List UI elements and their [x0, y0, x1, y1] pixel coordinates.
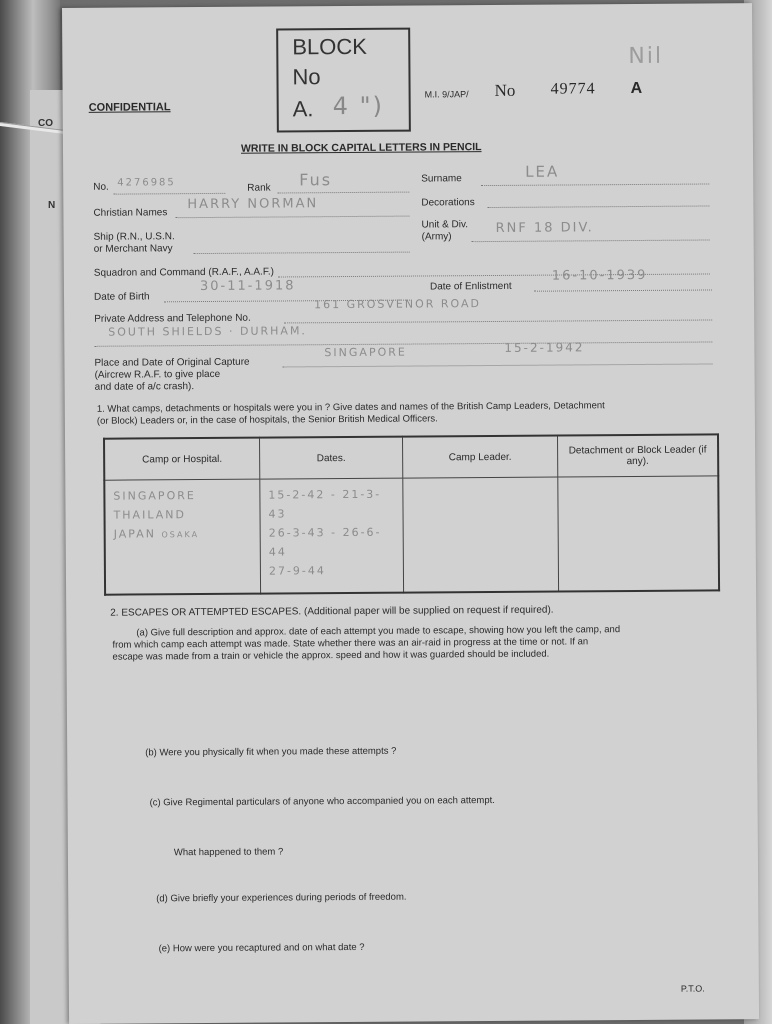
camp-leader-cell [403, 477, 559, 593]
stamp-line: A. [292, 96, 314, 122]
surname-line [481, 183, 709, 186]
camp-cell [104, 479, 260, 595]
camp-table [103, 433, 720, 595]
capture-label-continued: (Aircrew R.A.F. to give place [94, 368, 221, 381]
address-value: 161 GROSVENOR ROAD [314, 297, 482, 312]
dates-cell [260, 478, 404, 593]
nil-annotation: Nil [628, 43, 664, 70]
camp-entry: JAPAN [113, 527, 156, 541]
christian-names-line [175, 216, 409, 219]
surname-label: Surname [421, 173, 462, 185]
pto-label: P.T.O. [680, 983, 705, 994]
form-suffix: A [630, 79, 643, 98]
capture-label-continued: and date of a/c crash). [94, 381, 195, 393]
table-header-row [104, 434, 718, 480]
question-1-text-continued: (or Block) Leaders or, in the case of hospitals, the Senior British Medical Officers. [96, 413, 438, 427]
underlying-sheet-text: N [48, 200, 56, 211]
enlistment-value: 16-10-1939 [551, 267, 648, 284]
question-1-text: 1. What camps, detachments or hospitals were you in ? Give dates and names of the British Camp Leaders, Detachment [96, 400, 605, 415]
column-header: Camp Leader. [403, 436, 558, 479]
decorations-line [487, 205, 709, 208]
question-2c-followup: What happened to them ? [173, 846, 284, 859]
dob-value: 30-11-1918 [199, 278, 296, 295]
ship-label: Ship (R.N., U.S.N. [93, 231, 175, 243]
block-stamp [276, 28, 411, 133]
ship-line [194, 252, 410, 255]
column-header: Detachment or Block Leader (if any). [557, 434, 718, 477]
unit-value: RNF 18 DIV. [495, 220, 594, 236]
dates-entry: 26-3-43 - 26-6-44 [268, 525, 382, 559]
confidential-label: CONFIDENTIAL [88, 101, 171, 114]
capture-date: 15-2-1942 [504, 340, 585, 355]
column-header: Dates. [260, 437, 403, 479]
underlying-sheet-text: CO [38, 118, 53, 129]
rank-line [277, 192, 409, 194]
dates-entry: 15-2-42 - 21-3-43 [268, 487, 382, 521]
unit-line [472, 239, 710, 242]
question-2-heading: 2. ESCAPES OR ATTEMPTED ESCAPES. (Additional paper will be supplied on request if required). [110, 604, 554, 619]
stamp-block-number: 4 ") [332, 91, 385, 121]
unit-label: Unit & Div. [421, 219, 469, 231]
question-2a-text-continued: from which camp each attempt was made. State whether there was an air-raid in progress at the time or not. If an [112, 636, 589, 651]
question-2c-text: (c) Give Regimental particulars of anyone who accompanied you on each attempt. [149, 794, 495, 809]
stamp-line: No [292, 64, 321, 90]
address-value-2: SOUTH SHIELDS · DURHAM. [108, 324, 307, 339]
number-label: No [494, 80, 516, 100]
camp-entry: THAILAND [113, 508, 186, 522]
pow-questionnaire-form [62, 3, 759, 1024]
rank-label: Rank [247, 182, 271, 194]
ship-label-continued: or Merchant Navy [93, 243, 173, 255]
capture-label: Place and Date of Original Capture [94, 356, 250, 369]
dates-entry: 27-9-44 [268, 564, 326, 578]
no-label: No. [93, 181, 109, 193]
question-2a-text-continued: escape was made from a train or vehicle the approx. speed and how it was guarded should be included. [112, 648, 550, 663]
no-value: 4276985 [117, 177, 176, 189]
question-2b-text: (b) Were you physically fit when you made these attempts ? [145, 745, 397, 759]
capture-line [283, 363, 713, 367]
surname-value: LEA [525, 162, 560, 181]
question-2e-text: (e) How were you recaptured and on what date ? [158, 941, 365, 955]
enlistment-line [534, 289, 712, 291]
stamp-line: BLOCK [292, 33, 367, 60]
squadron-label: Squadron and Command (R.A.F., A.A.F.) [93, 266, 274, 279]
rank-value: Fus [299, 170, 333, 190]
camp-entry: SINGAPORE [113, 489, 196, 503]
address-label: Private Address and Telephone No. [94, 312, 251, 325]
christian-names-label: Christian Names [93, 207, 168, 219]
table-row [104, 476, 719, 595]
block-leader-cell [558, 476, 719, 592]
form-reference: M.I. 9/JAP/ [424, 89, 469, 100]
decorations-label: Decorations [421, 197, 475, 209]
instruction-heading: WRITE IN BLOCK CAPITAL LETTERS IN PENCIL [240, 141, 482, 155]
dob-label: Date of Birth [93, 291, 150, 303]
column-header: Camp or Hospital. [104, 438, 260, 481]
question-2d-text: (d) Give briefly your experiences during periods of freedom. [156, 891, 407, 905]
camp-note: OSAKA [161, 530, 200, 540]
unit-label-continued: (Army) [421, 231, 452, 243]
no-line [113, 193, 225, 195]
enlistment-label: Date of Enlistment [429, 280, 512, 293]
capture-place: SINGAPORE [324, 345, 407, 360]
form-number: 49774 [550, 80, 596, 98]
christian-names-value: HARRY NORMAN [187, 196, 319, 213]
question-2a-text: (a) Give full description and approx. date of each attempt you made to escape, showing how you left the camp, and [136, 624, 621, 639]
address-line [284, 319, 712, 323]
